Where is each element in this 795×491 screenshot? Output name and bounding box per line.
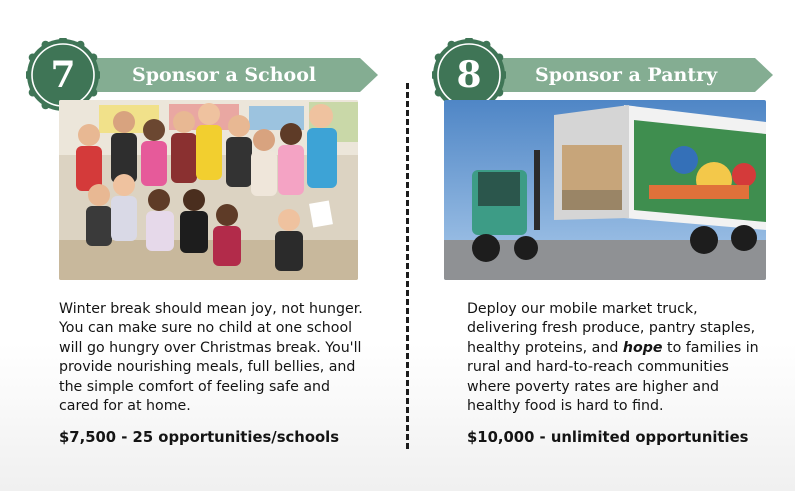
classroom-children-photo [59, 100, 358, 280]
price-line: $10,000 - unlimited opportunities [467, 429, 749, 446]
panel-title: Sponsor a School [132, 64, 317, 86]
badge-number: 8 [456, 54, 482, 96]
panel-description: Winter break should mean joy, not hunger. You can make sure no child at one school will go hungry over Christmas break. You'll provide nourishing meals, full bellies, and the simple comfort of feeling safe and cared for at home. [59, 301, 363, 415]
panel-title: Sponsor a Pantry [535, 64, 718, 86]
description-emphasis: hope [622, 339, 663, 356]
panel-description [467, 300, 767, 416]
description-text: Deploy our mobile market truck, delivering fresh produce, pantry staples, healthy proteins, and [467, 301, 756, 356]
price-line: $7,500 - 25 opportunities/schools [59, 429, 340, 446]
badge-number: 7 [50, 54, 76, 96]
title-ribbon [72, 58, 360, 92]
dashed-divider [406, 83, 409, 449]
title-ribbon [470, 58, 755, 92]
mobile-market-truck-photo [444, 100, 766, 280]
description-text: to families in rural and hard-to-reach communities where poverty rates are higher and healthy food is hard to find. [467, 339, 759, 415]
